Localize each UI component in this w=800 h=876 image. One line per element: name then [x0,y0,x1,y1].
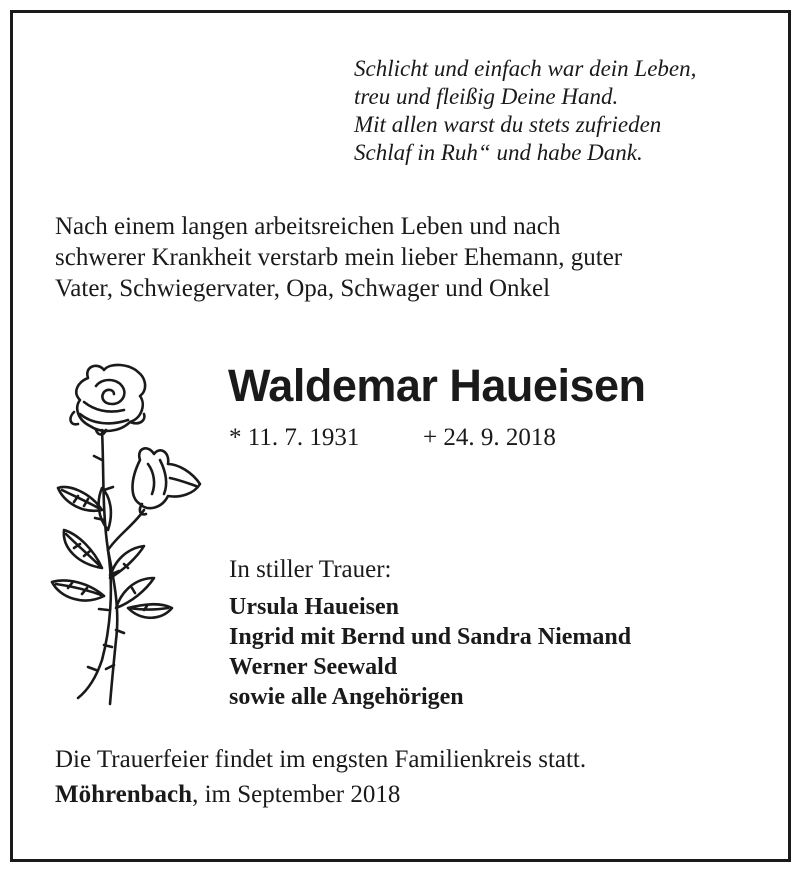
leaf [128,604,172,618]
mourners-list [229,592,631,712]
life-dates [229,423,556,453]
mourner-name: Ursula Haueisen [229,594,400,620]
rose-petal [96,380,124,404]
death-date: + 24. 9. 2018 [423,424,556,451]
poem-line: Schlaf in Ruh“ und habe Dank. [354,140,643,165]
mourning-label: In stiller Trauer: [229,556,392,583]
death-announcement-text [55,211,622,304]
place-name: Möhrenbach [55,781,193,808]
rose-stem [108,510,144,550]
leaf [64,530,102,568]
announcement-line: Vater, Schwiegervater, Opa, Schwager und Onkel [55,275,551,302]
mourner-name: sowie alle Angehörigen [229,684,464,710]
poem-line: Mit allen warst du stets zufrieden [354,112,662,137]
footer [55,742,586,812]
birth-date: * 11. 7. 1931 [229,424,360,451]
mourner-name: Werner Seewald [229,654,398,680]
funeral-note: Die Trauerfeier findet im engsten Familienkreis statt. [55,746,587,773]
rose-illustration [44,360,214,710]
mourner-name: Ingrid mit Bernd und Sandra Niemand [229,624,632,650]
announcement-line: Nach einem langen arbeitsreichen Leben und nach [55,213,561,240]
poem-line: Schlicht und einfach war dein Leben, [354,56,697,81]
leaf [52,581,104,601]
place-and-date [55,777,586,812]
deceased-name: Waldemar Haueisen [228,360,646,411]
leaf [58,487,102,511]
memorial-poem [354,55,696,167]
rose-petal [80,402,128,423]
rose-stem [78,430,111,698]
date-text: , im September 2018 [192,781,401,808]
rose-bloom [76,365,145,431]
poem-line: treu und fleißig Deine Hand. [354,84,619,109]
announcement-line: schwerer Krankheit verstarb mein lieber Ehemann, guter [55,244,623,271]
